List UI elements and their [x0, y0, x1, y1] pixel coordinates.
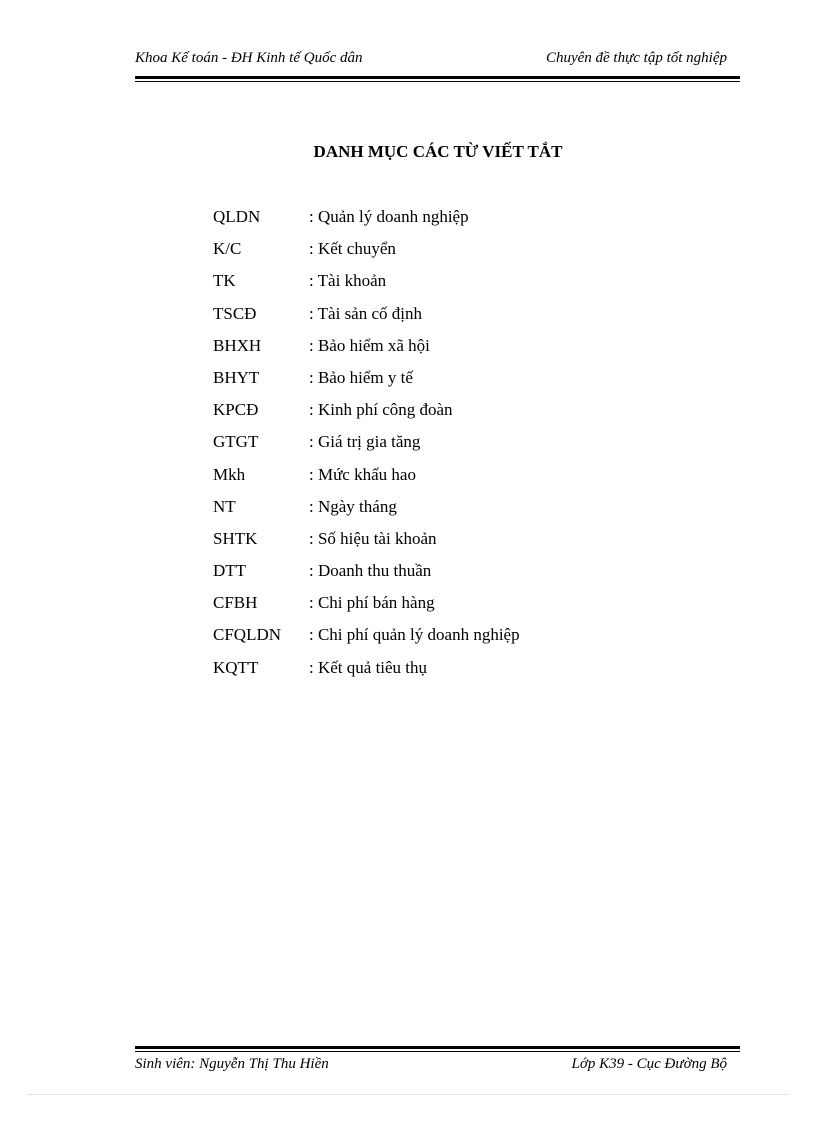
header-report-type: Chuyên đề thực tập tốt nghiệp [545, 50, 727, 66]
abbreviation-row [213, 302, 520, 334]
abbreviation-meaning: : Quản lý doanh nghiệp [309, 207, 469, 226]
abbreviation-meaning: : Bảo hiểm xã hội [309, 335, 430, 355]
abbreviation-meaning: : Ngày tháng [309, 496, 397, 516]
abbreviation-code: BHXH [213, 335, 262, 355]
page-footer [135, 1054, 741, 1078]
abbreviation-code: KQTT [213, 657, 259, 677]
abbreviation-code: KPCĐ [213, 400, 259, 420]
abbreviation-row [213, 495, 520, 527]
abbreviation-code: SHTK [213, 528, 258, 548]
abbreviation-meaning: : Bảo hiểm y tế [309, 367, 413, 387]
abbreviation-meaning: : Kinh phí công đoàn [309, 400, 453, 420]
abbreviation-code: K/C [213, 239, 242, 259]
abbreviation-row [213, 205, 520, 237]
abbreviation-meaning: : Tài sản cố định [309, 303, 422, 323]
page-title: DANH MỤC CÁC TỪ VIẾT TẮT [313, 142, 563, 161]
abbreviation-meaning: : Chi phí quản lý doanh nghiệp [309, 625, 520, 645]
header-divider [135, 76, 740, 82]
abbreviation-meaning: : Kết chuyển [309, 239, 396, 259]
footer-divider [135, 1046, 740, 1052]
page-edge-dots [28, 1094, 788, 1095]
abbreviation-code: Mkh [213, 464, 246, 484]
abbreviation-row [213, 366, 520, 398]
abbreviation-code: CFBH [213, 593, 258, 613]
abbreviation-row [213, 237, 520, 269]
abbreviation-meaning: : Mức khấu hao [309, 464, 416, 484]
abbreviation-row [213, 623, 520, 655]
footer-class: Lớp K39 - Cục Đường Bộ [571, 1056, 727, 1072]
abbreviation-row [213, 430, 520, 462]
abbreviation-row [213, 527, 520, 559]
abbreviation-code: NT [213, 496, 236, 516]
page-header [135, 48, 741, 72]
abbreviation-code: CFQLDN [213, 625, 282, 645]
abbreviation-code: QLDN [213, 207, 261, 226]
footer-student: Sinh viên: Nguyễn Thị Thu Hiền [135, 1056, 329, 1072]
header-faculty: Khoa Kế toán - ĐH Kinh tế Quốc dân [135, 50, 363, 66]
abbreviation-row [213, 269, 520, 301]
abbreviation-row [213, 398, 520, 430]
abbreviation-meaning: : Tài khoản [309, 271, 387, 291]
abbreviation-list [213, 205, 520, 688]
abbreviation-code: TSCĐ [213, 303, 257, 323]
abbreviation-row [213, 463, 520, 495]
abbreviation-code: TK [213, 271, 236, 291]
abbreviation-code: BHYT [213, 367, 260, 387]
abbreviation-row [213, 559, 520, 591]
abbreviation-meaning: : Doanh thu thuần [309, 561, 432, 581]
abbreviation-meaning: : Số hiệu tài khoản [309, 528, 437, 548]
abbreviation-row [213, 334, 520, 366]
abbreviation-code: GTGT [213, 432, 259, 452]
abbreviation-code: DTT [213, 561, 247, 581]
abbreviation-meaning: : Chi phí bán hàng [309, 593, 435, 613]
abbreviation-meaning: : Giá trị gia tăng [309, 432, 421, 452]
abbreviation-row [213, 656, 520, 688]
abbreviation-meaning: : Kết quả tiêu thụ [309, 657, 428, 677]
abbreviation-row [213, 591, 520, 623]
